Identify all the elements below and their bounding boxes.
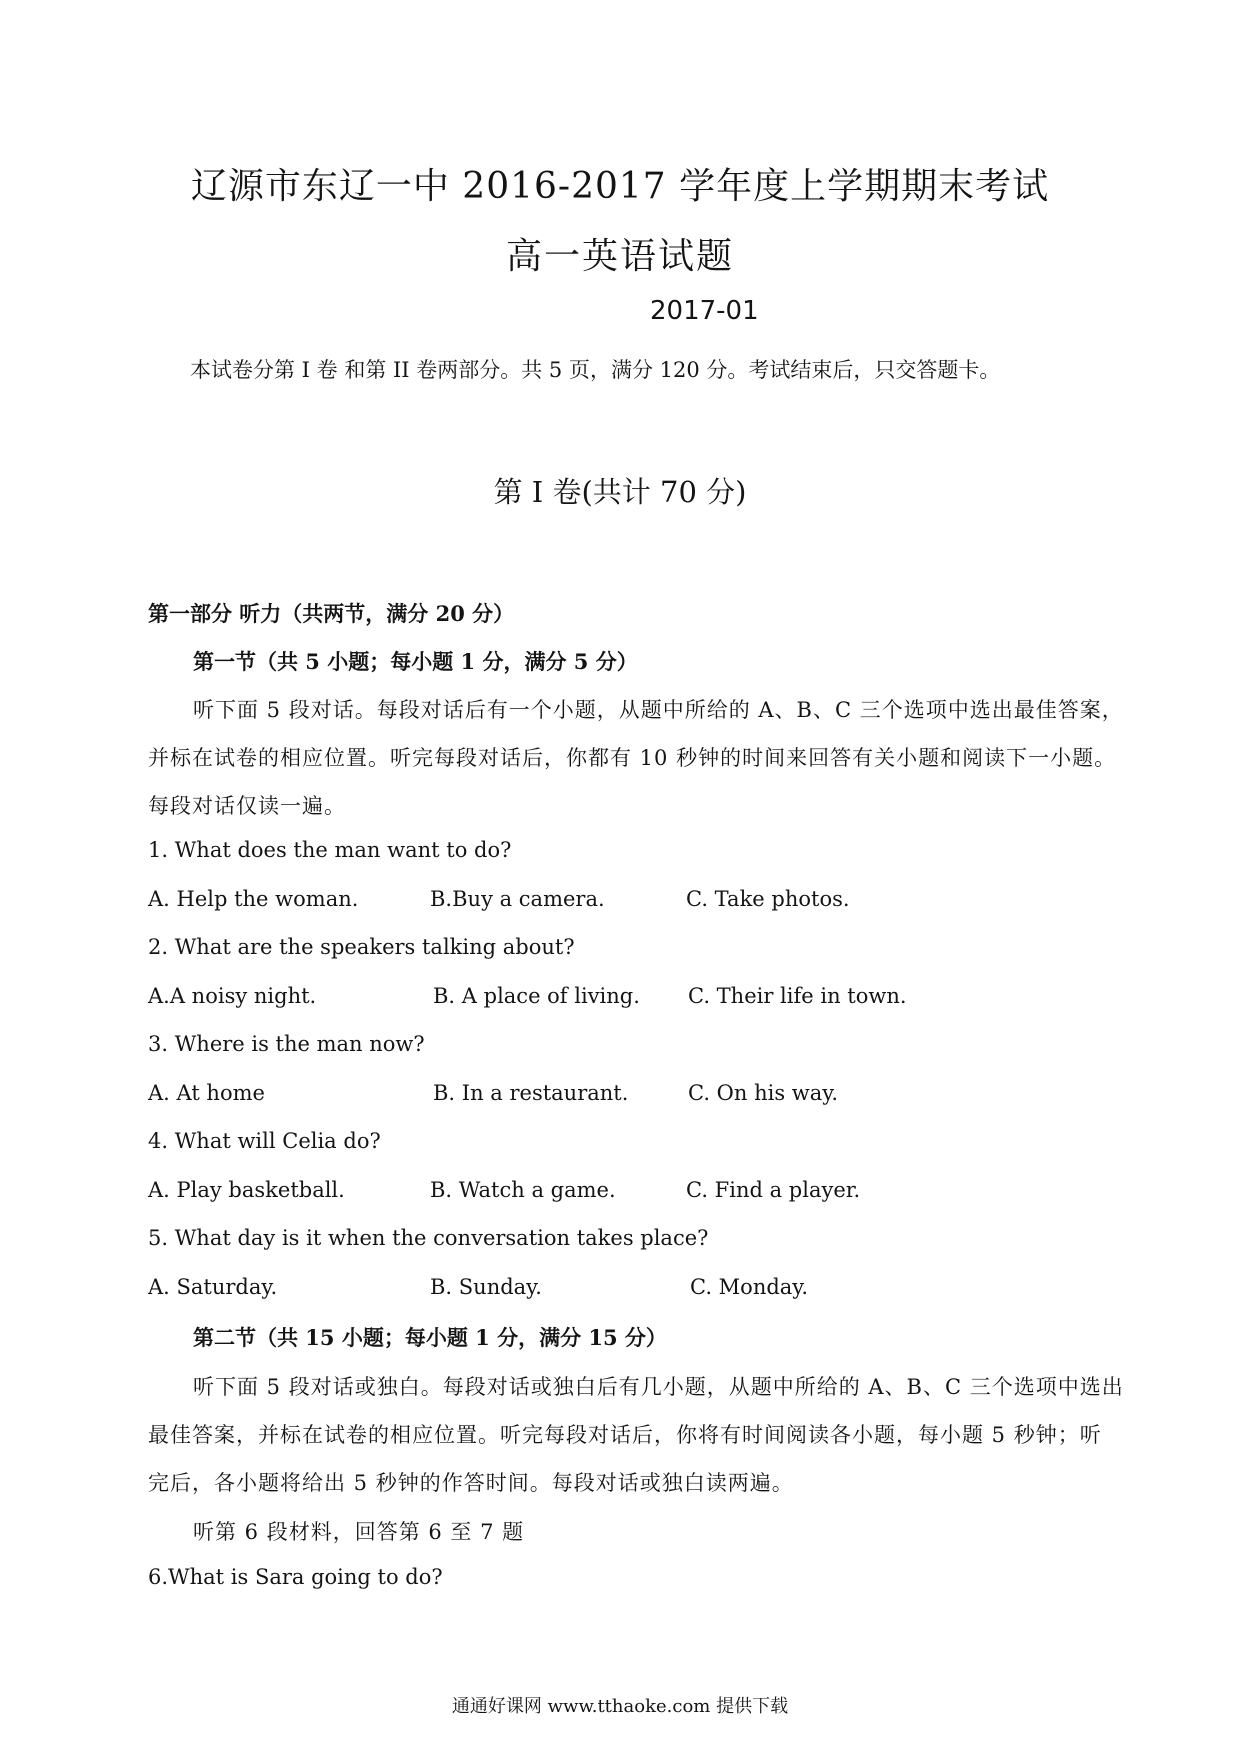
volume-one-title: 第 I 卷(共计 70 分) [493, 475, 747, 509]
option-b: B. Watch a game. [430, 1178, 616, 1202]
instruction-line: 听下面 5 段对话或独白。每段对话或独白后有几小题，从题中所给的 A、B、C 三个选项中选出 [193, 1375, 1124, 1399]
option-b: B.Buy a camera. [430, 887, 605, 911]
question-text: 5. What day is it when the conversation takes place? [148, 1226, 709, 1250]
instruction-line: 听下面 5 段对话。每段对话后有一个小题，从题中所给的 A、B、C 三个选项中选出最佳答案， [193, 698, 1124, 722]
option-a: A. At home [148, 1081, 265, 1105]
question-text: 1. What does the man want to do? [148, 838, 512, 862]
question-text: 6.What is Sara going to do? [148, 1565, 443, 1589]
option-a: A. Help the woman. [148, 887, 359, 911]
exam-date: 2017-01 [650, 296, 759, 326]
instruction-line: 并标在试卷的相应位置。听完每段对话后，你都有 10 秒钟的时间来回答有关小题和阅读下一小题。 [148, 746, 1117, 770]
page-footer: 通通好课网 www.tthaoke.com 提供下载 [451, 1696, 789, 1717]
exam-subject-title: 高一英语试题 [505, 236, 734, 277]
option-c: C. Find a player. [686, 1178, 861, 1202]
material-note: 听第 6 段材料，回答第 6 至 7 题 [193, 1520, 525, 1544]
part-one-title: 第一部分 听力（共两节，满分 20 分） [148, 601, 515, 626]
instruction-line: 完后，各小题将给出 5 秒钟的作答时间。每段对话或独白读两遍。 [148, 1471, 794, 1495]
exam-title: 辽源市东辽一中 2016-2017 学年度上学期期末考试 [190, 166, 1050, 207]
option-c: C. Their life in town. [688, 984, 907, 1008]
option-b: B. Sunday. [430, 1275, 542, 1299]
question-text: 3. Where is the man now? [148, 1032, 425, 1056]
question-text: 2. What are the speakers talking about? [148, 935, 575, 959]
exam-intro: 本试卷分第 I 卷 和第 II 卷两部分。共 5 页，满分 120 分。考试结束后，只交答题卡。 [190, 358, 1001, 382]
question-text: 4. What will Celia do? [148, 1129, 381, 1153]
option-b: B. A place of living. [433, 984, 640, 1008]
option-c: C. On his way. [688, 1081, 839, 1105]
section-two-title: 第二节（共 15 小题；每小题 1 分，满分 15 分） [193, 1325, 667, 1350]
option-b: B. In a restaurant. [433, 1081, 629, 1105]
section-one-title: 第一节（共 5 小题；每小题 1 分，满分 5 分） [193, 649, 638, 674]
instruction-line: 每段对话仅读一遍。 [148, 794, 346, 818]
instruction-line: 最佳答案，并标在试卷的相应位置。听完每段对话后，你将有时间阅读各小题，每小题 5 秒钟；听 [148, 1423, 1102, 1447]
option-a: A. Play basketball. [148, 1178, 345, 1202]
option-c: C. Monday. [690, 1275, 809, 1299]
option-c: C. Take photos. [686, 887, 850, 911]
option-a: A. Saturday. [148, 1275, 278, 1299]
option-a: A.A noisy night. [148, 984, 317, 1008]
